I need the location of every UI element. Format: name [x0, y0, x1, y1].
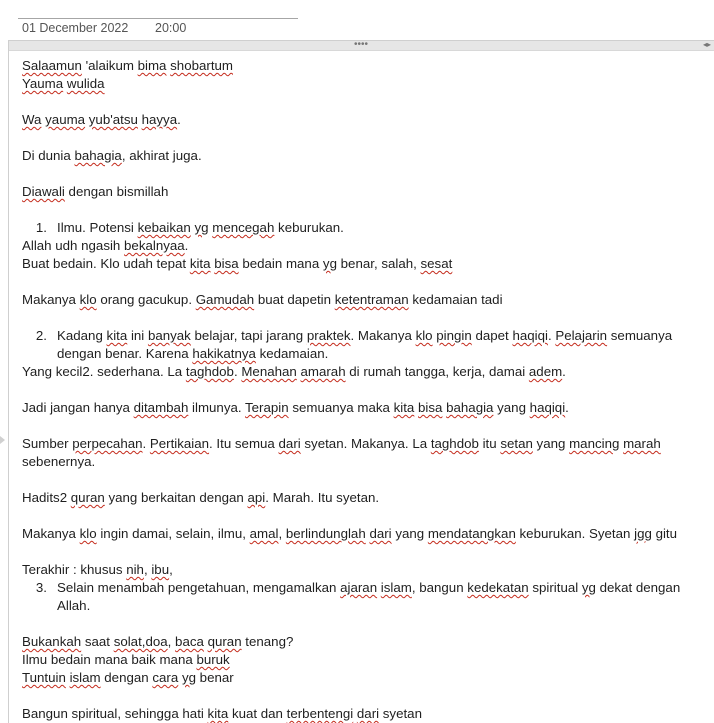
text-run: .	[233, 364, 242, 379]
text-run: Ilmu. Potensi	[57, 220, 138, 235]
paragraph-line	[22, 705, 707, 723]
misspelled-word: bisa	[418, 400, 443, 415]
misspelled-word: sesat	[420, 256, 453, 271]
text-run: spiritual	[528, 580, 582, 595]
text-run: dengan	[100, 670, 153, 685]
note-container[interactable]	[8, 40, 714, 723]
misspelled-word: klo	[415, 328, 433, 343]
list-number: 3.	[35, 580, 47, 595]
text-run: dapet	[471, 328, 513, 343]
text-run: ingin damai, selain, ilmu,	[96, 526, 250, 541]
text-run: kuat dan	[228, 706, 287, 721]
blank-line	[22, 471, 707, 489]
text-run: yang berkaitan dengan	[104, 490, 248, 505]
misspelled-word: klo	[79, 292, 97, 307]
misspelled-word: yauma	[45, 112, 86, 127]
text-run: ,	[167, 634, 176, 649]
misspelled-word: setan	[500, 436, 533, 451]
misspelled-word: kedekatan	[467, 580, 529, 595]
text-run: Kadang	[57, 328, 107, 343]
text-run: keburukan.	[274, 220, 344, 235]
paragraph-line	[22, 561, 707, 579]
expand-arrow-icon[interactable]	[0, 436, 5, 444]
text-run: . Itu semua	[209, 436, 279, 451]
text-run: ,	[143, 562, 152, 577]
misspelled-word: marah	[623, 436, 661, 451]
misspelled-word: shobartum	[170, 58, 233, 73]
misspelled-word: Pertikaian	[149, 436, 210, 451]
misspelled-word: mancing	[569, 436, 620, 451]
text-run: .	[184, 238, 189, 253]
misspelled-word: Wa	[22, 112, 42, 127]
text-run: .	[562, 364, 566, 379]
text-run: .	[547, 328, 556, 343]
text-run: Makanya	[22, 292, 80, 307]
text-run: Jadi jangan hanya	[22, 400, 134, 415]
paragraph-line	[22, 57, 707, 75]
blank-line	[22, 381, 707, 399]
list-item-text	[57, 579, 697, 615]
text-run: Di dunia	[22, 148, 75, 163]
paragraph-line	[22, 75, 707, 93]
text-run: syetan. Makanya. La	[300, 436, 431, 451]
list-number: 1.	[35, 220, 47, 235]
misspelled-word: hayya	[141, 112, 178, 127]
misspelled-word: kita	[106, 328, 128, 343]
text-run: di rumah tangga, kerja, damai	[345, 364, 529, 379]
text-run: ,	[169, 562, 173, 577]
misspelled-word: perpecahan	[72, 436, 143, 451]
misspelled-word: amal	[249, 526, 279, 541]
misspelled-word: haqiqi	[512, 328, 548, 343]
paragraph-line	[22, 183, 707, 201]
misspelled-word: nih	[126, 562, 144, 577]
misspelled-word: Bukankah	[22, 634, 82, 649]
misspelled-word: quran	[70, 490, 105, 505]
text-run: itu	[478, 436, 501, 451]
blank-line	[22, 417, 707, 435]
blank-line	[22, 273, 707, 291]
paragraph-line	[22, 291, 707, 309]
text-run: . Makanya	[350, 328, 416, 343]
blank-line	[22, 201, 707, 219]
text-run: tenang?	[241, 634, 294, 649]
misspelled-word: yg	[181, 670, 196, 685]
misspelled-word: kita	[189, 256, 211, 271]
misspelled-word: taghdob	[185, 364, 234, 379]
note-date: 01 December 2022	[22, 21, 129, 35]
note-content[interactable]	[22, 57, 707, 723]
misspelled-word: baca	[175, 634, 204, 649]
paragraph-line	[22, 147, 707, 165]
misspelled-word: Gamudah	[195, 292, 255, 307]
paragraph-line	[22, 633, 707, 651]
misspelled-word: klo	[79, 526, 97, 541]
paragraph-line	[22, 237, 707, 255]
misspelled-word: kita	[207, 706, 229, 721]
numbered-list-item	[22, 579, 707, 615]
note-meta	[18, 0, 298, 35]
misspelled-word: api	[247, 490, 266, 505]
misspelled-word: Menahan	[241, 364, 297, 379]
misspelled-word: ibu	[151, 562, 170, 577]
misspelled-word: mendatangkan	[427, 526, 516, 541]
misspelled-word: quran	[207, 634, 242, 649]
misspelled-word: kebaikan	[137, 220, 191, 235]
misspelled-word: taghdob	[430, 436, 479, 451]
misspelled-word: yg	[581, 580, 596, 595]
misspelled-word: ditambah	[133, 400, 189, 415]
paragraph-line	[22, 651, 707, 669]
text-run: Yang kecil2. sederhana. La	[22, 364, 186, 379]
misspelled-word: wulida	[66, 76, 105, 91]
misspelled-word: Salaamun	[22, 58, 82, 73]
paragraph-line	[22, 399, 707, 417]
note-time: 20:00	[155, 21, 187, 35]
text-run: 'alaikum	[81, 58, 138, 73]
text-run: syetan	[379, 706, 422, 721]
text-run: sebenernya.	[22, 454, 96, 469]
misspelled-word: buruk	[196, 652, 230, 667]
blank-line	[22, 543, 707, 561]
misspelled-word: Tuntuin	[22, 670, 66, 685]
text-run: ,	[278, 526, 286, 541]
blank-line	[22, 129, 707, 147]
misspelled-word: yg	[322, 256, 337, 271]
blank-line	[22, 615, 707, 633]
text-run: .	[565, 400, 569, 415]
misspelled-word: amarah	[300, 364, 346, 379]
misspelled-word: berlindunglah	[285, 526, 366, 541]
misspelled-word: islam	[69, 670, 101, 685]
text-run: . Marah. Itu syetan.	[265, 490, 380, 505]
misspelled-word: yub'atsu	[88, 112, 138, 127]
text-run: , akhirat juga.	[121, 148, 202, 163]
misspelled-word: bahagia	[446, 400, 494, 415]
misspelled-word: bahagia	[74, 148, 122, 163]
text-run: saat	[81, 634, 114, 649]
paragraph-line	[22, 453, 707, 471]
misspelled-word: yg	[194, 220, 209, 235]
misspelled-word: banyak	[147, 328, 191, 343]
misspelled-word: Yauma	[22, 76, 64, 91]
text-run: semuanya dengan benar. Karena	[57, 328, 673, 361]
text-run: Makanya	[22, 526, 80, 541]
text-run: .	[142, 436, 150, 451]
paragraph-line	[22, 525, 707, 543]
text-run: Terakhir : khusus	[22, 562, 127, 577]
blank-line	[22, 93, 707, 111]
misspelled-word: praktek	[306, 328, 351, 343]
paragraph-line	[22, 255, 707, 273]
text-run: buat dapetin	[254, 292, 335, 307]
text-run: , bangun	[411, 580, 468, 595]
misspelled-word: islam	[380, 580, 412, 595]
misspelled-word: Diawali	[22, 184, 65, 199]
text-run: Sumber	[22, 436, 73, 451]
text-run: gitu	[651, 526, 678, 541]
misspelled-word: Pelajarin	[555, 328, 608, 343]
misspelled-word: terbentengi	[286, 706, 354, 721]
numbered-list-item	[22, 327, 707, 363]
blank-line	[22, 507, 707, 525]
text-run: ilmunya.	[188, 400, 246, 415]
misspelled-word: cara	[152, 670, 179, 685]
text-run: keburukan. Syetan	[515, 526, 635, 541]
container-handle[interactable]	[9, 41, 714, 51]
text-run: Allah udh ngasih	[22, 238, 125, 253]
text-run: benar	[195, 670, 234, 685]
numbered-list-item	[22, 219, 707, 237]
paragraph-line	[22, 435, 707, 453]
paragraph-line	[22, 363, 707, 381]
misspelled-word: bima	[137, 58, 167, 73]
blank-line	[22, 687, 707, 705]
text-run: orang gacukup.	[96, 292, 196, 307]
text-run: benar, salah,	[336, 256, 421, 271]
text-run: dekat dengan Allah.	[57, 580, 681, 613]
text-run: yang	[532, 436, 570, 451]
list-item-text	[57, 327, 697, 363]
text-run: Selain menambah pengetahuan, mengamalkan	[57, 580, 341, 595]
blank-line	[22, 165, 707, 183]
misspelled-word: Terapin	[245, 400, 289, 415]
misspelled-word: mencegah	[212, 220, 275, 235]
misspelled-word: ajaran	[340, 580, 378, 595]
text-run: yang	[391, 526, 428, 541]
list-number: 2.	[35, 328, 47, 343]
blank-line	[22, 309, 707, 327]
misspelled-word: dari	[356, 706, 380, 721]
misspelled-word: ketentraman	[334, 292, 409, 307]
misspelled-word: jgg	[634, 526, 652, 541]
text-run: Bangun spiritual, sehingga hati	[22, 706, 208, 721]
text-run: .	[177, 112, 181, 127]
misspelled-word: hakikatnya	[192, 346, 256, 361]
paragraph-line	[22, 669, 707, 687]
misspelled-word: dari	[369, 526, 392, 541]
misspelled-word: dari	[278, 436, 301, 451]
misspelled-word: bekalnyaa	[124, 238, 185, 253]
text-run: ini	[127, 328, 148, 343]
misspelled-word: bisa	[214, 256, 239, 271]
misspelled-word: pingin	[436, 328, 472, 343]
text-run: Buat bedain. Klo udah tepat	[22, 256, 190, 271]
misspelled-word: haqiqi	[529, 400, 566, 415]
resize-arrows-icon[interactable]: ◂▸	[702, 40, 711, 49]
text-run: kedamaian.	[255, 346, 329, 361]
paragraph-line	[22, 489, 707, 507]
text-run: kedamaian tadi	[408, 292, 503, 307]
text-run: belajar, tapi jarang	[190, 328, 307, 343]
list-item-text	[57, 219, 697, 237]
text-run: semuanya maka	[288, 400, 394, 415]
drag-grip-icon[interactable]: ••••	[354, 39, 369, 50]
paragraph-line	[22, 111, 707, 129]
text-run: Ilmu bedain mana baik mana	[22, 652, 197, 667]
misspelled-word: kita	[393, 400, 415, 415]
text-run: yang	[493, 400, 530, 415]
text-run: dengan bismillah	[64, 184, 169, 199]
text-run: Hadits2	[22, 490, 71, 505]
text-run: bedain mana	[238, 256, 323, 271]
misspelled-word: solat,doa	[113, 634, 168, 649]
misspelled-word: adem	[528, 364, 563, 379]
